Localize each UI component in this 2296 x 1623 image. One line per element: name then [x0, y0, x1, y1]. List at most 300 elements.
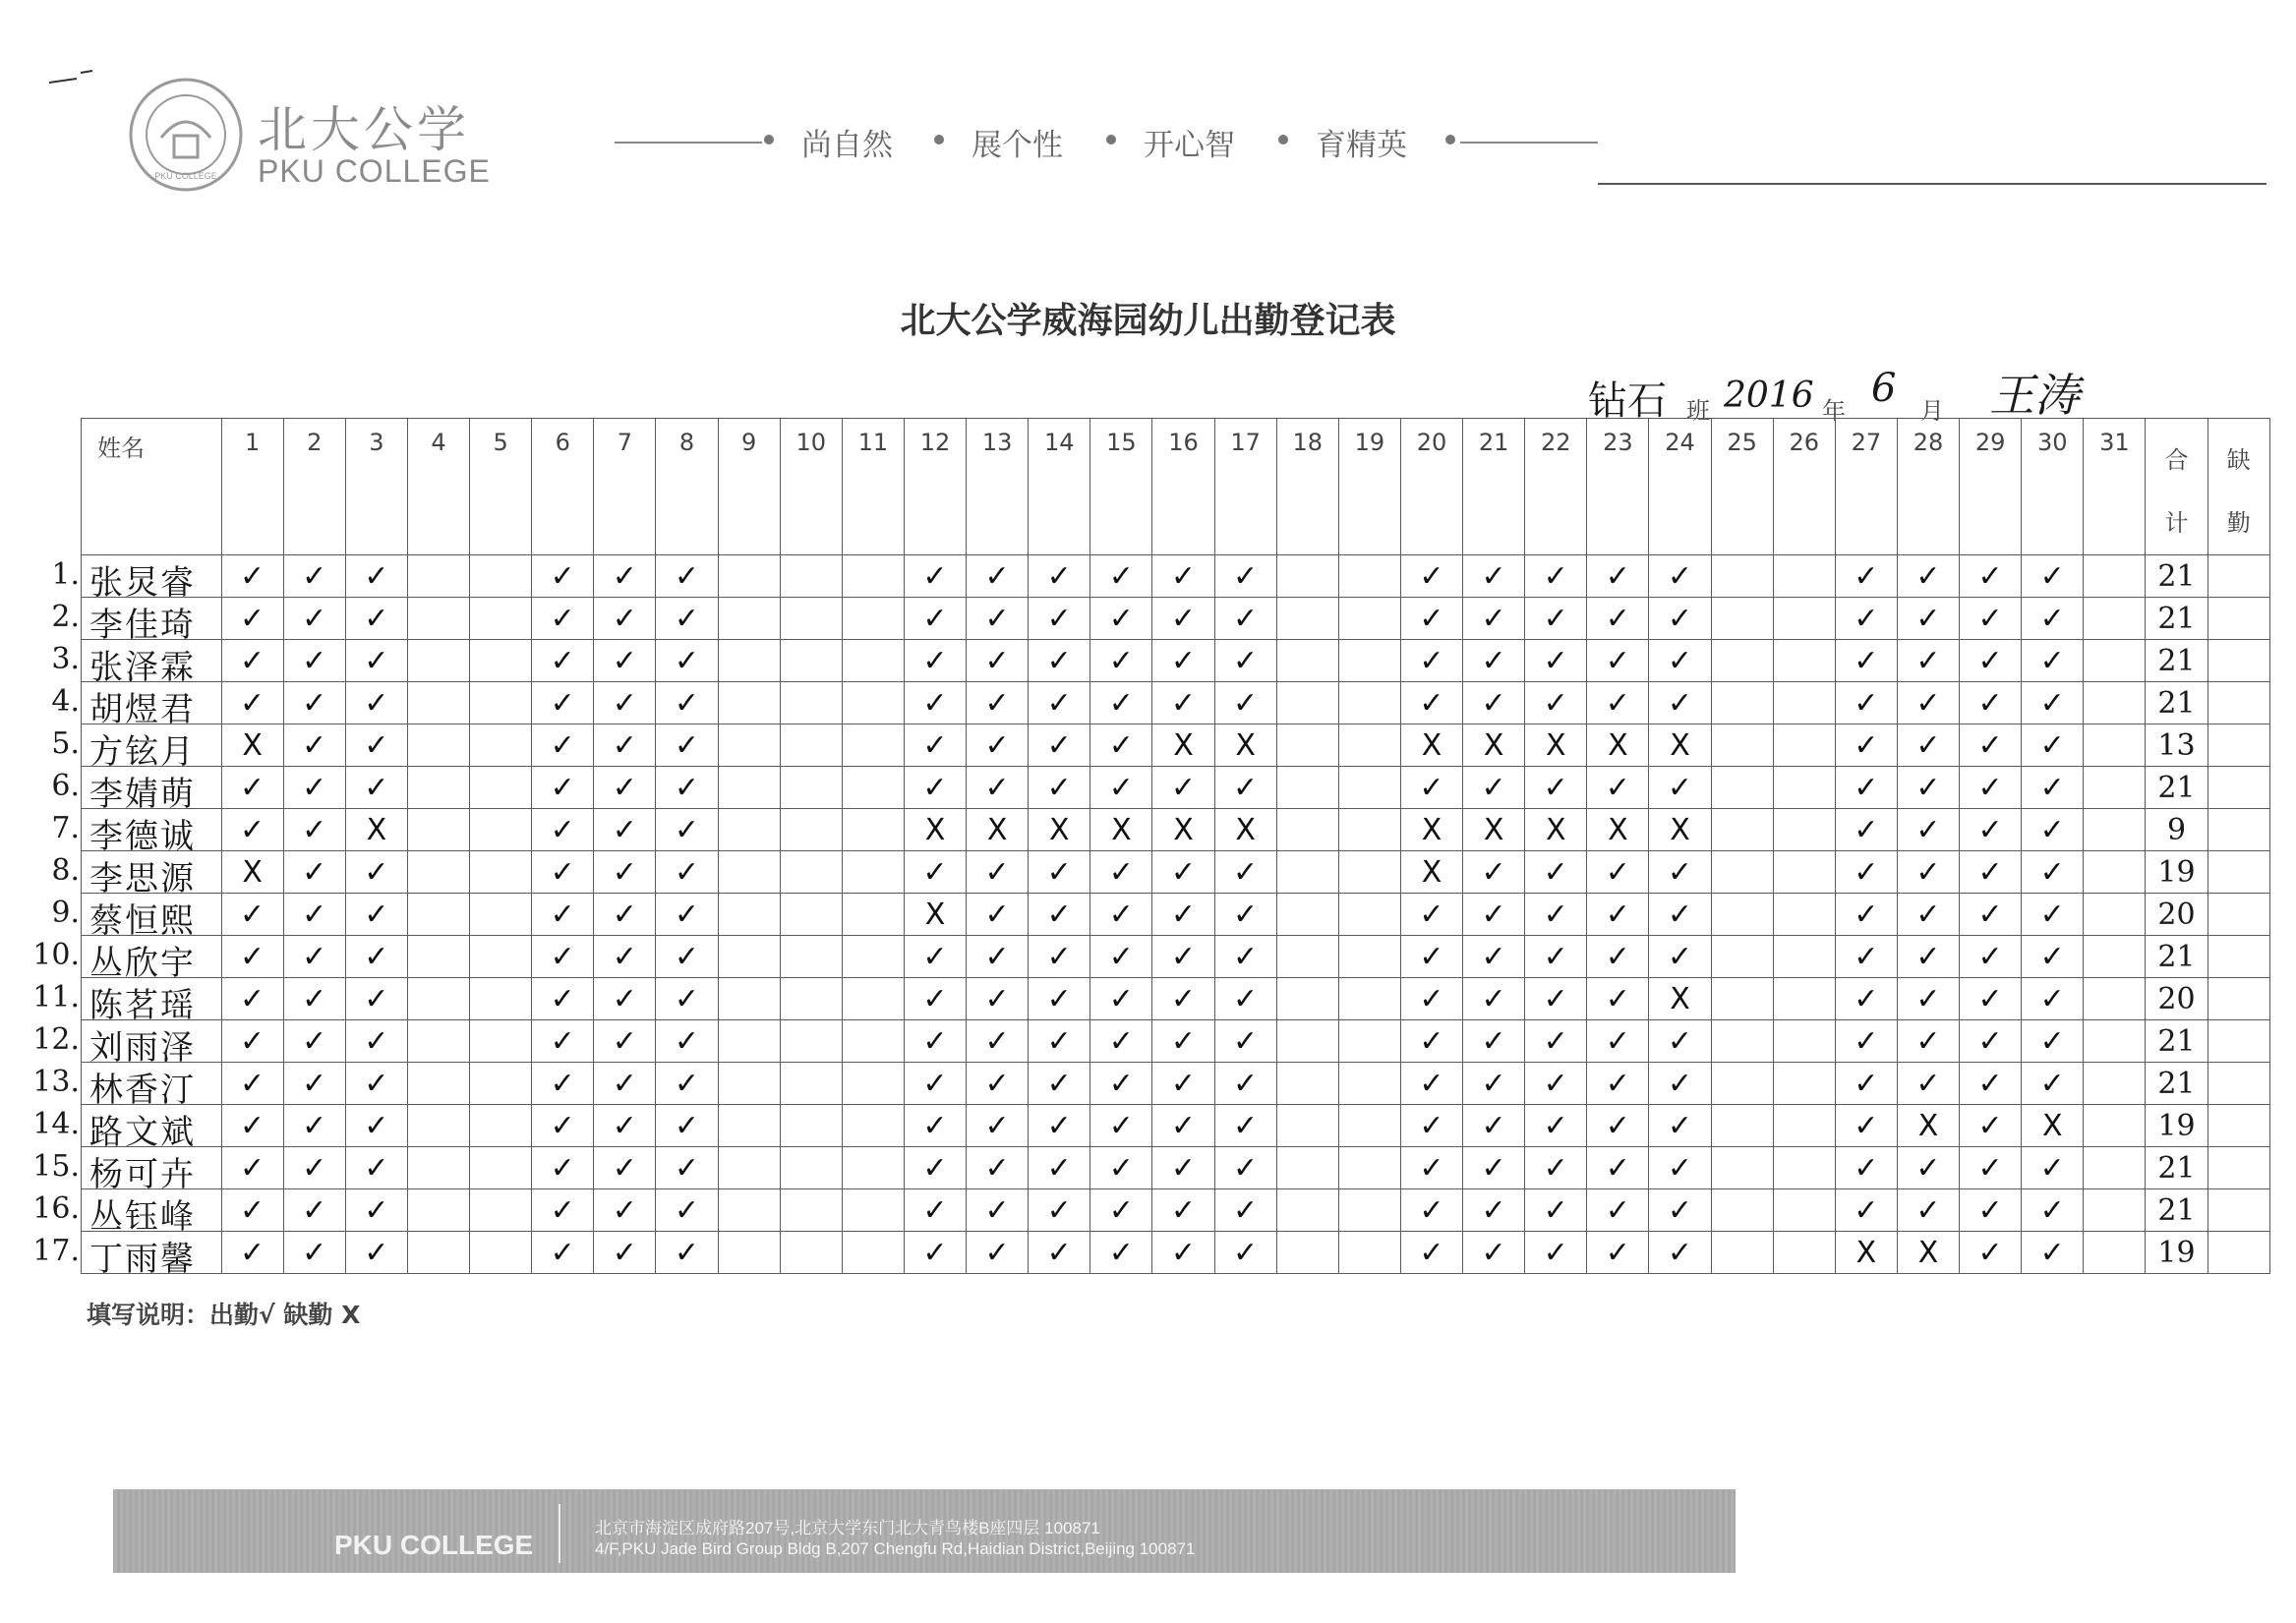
present-mark: ✓ [532, 894, 594, 936]
day-header: 7 [594, 419, 656, 555]
empty-day-cell [842, 1020, 904, 1063]
present-mark: ✓ [967, 640, 1029, 682]
empty-day-cell [470, 1189, 532, 1232]
present-mark: ✓ [2022, 682, 2084, 725]
present-mark: ✓ [656, 1020, 718, 1063]
present-mark: ✓ [1835, 555, 1897, 598]
empty-day-cell [780, 978, 842, 1020]
present-mark: ✓ [1649, 1189, 1711, 1232]
student-name: 胡煜君 [89, 690, 196, 729]
present-mark: ✓ [221, 767, 283, 809]
present-mark: ✓ [221, 1020, 283, 1063]
empty-day-cell [1711, 1147, 1773, 1189]
present-mark: ✓ [1152, 1105, 1214, 1147]
total-cell: 13 [2146, 725, 2208, 767]
empty-day-cell [842, 598, 904, 640]
table-row [82, 1189, 2270, 1232]
present-mark: ✓ [532, 682, 594, 725]
empty-day-cell [1338, 682, 1400, 725]
table-row [82, 555, 2270, 598]
year-label: 年 [1822, 397, 1846, 425]
empty-day-cell [470, 555, 532, 598]
empty-day-cell [1338, 978, 1400, 1020]
row-number: 14. [32, 1107, 80, 1141]
present-mark: ✓ [1525, 1232, 1587, 1274]
present-mark: ✓ [594, 1147, 656, 1189]
empty-day-cell [1711, 640, 1773, 682]
empty-day-cell [780, 640, 842, 682]
present-mark: ✓ [1463, 851, 1525, 894]
empty-day-cell [1338, 851, 1400, 894]
student-name: 张炅睿 [89, 563, 196, 603]
table-row [82, 1147, 2270, 1189]
present-mark: ✓ [1835, 1063, 1897, 1105]
present-mark: ✓ [656, 851, 718, 894]
present-mark: ✓ [1897, 767, 1959, 809]
present-mark: ✓ [1090, 851, 1152, 894]
empty-day-cell [780, 1063, 842, 1105]
present-mark: ✓ [594, 555, 656, 598]
present-mark: ✓ [532, 725, 594, 767]
empty-day-cell [2084, 725, 2146, 767]
empty-day-cell [1773, 1020, 1835, 1063]
absent-header [2208, 419, 2269, 555]
table-header-row [82, 419, 2270, 555]
present-mark: ✓ [2022, 1020, 2084, 1063]
empty-day-cell [1276, 936, 1338, 978]
present-mark: ✓ [656, 1147, 718, 1189]
present-mark: ✓ [1214, 598, 1276, 640]
present-mark: ✓ [1587, 555, 1649, 598]
present-mark: ✓ [345, 725, 407, 767]
absent-count-cell [2208, 1147, 2269, 1189]
student-name-cell [51, 767, 222, 814]
empty-day-cell [1276, 1105, 1338, 1147]
day-header: 10 [780, 419, 842, 555]
present-mark: ✓ [1029, 1189, 1090, 1232]
empty-day-cell [407, 640, 469, 682]
empty-day-cell [470, 1020, 532, 1063]
day-header: 4 [407, 419, 469, 555]
empty-day-cell [1276, 1147, 1338, 1189]
absent-mark: X [1835, 1232, 1897, 1274]
empty-day-cell [407, 725, 469, 767]
empty-day-cell [842, 851, 904, 894]
empty-day-cell [1338, 1020, 1400, 1063]
present-mark: ✓ [1152, 1063, 1214, 1105]
present-mark: ✓ [1400, 1232, 1462, 1274]
empty-day-cell [718, 555, 780, 598]
present-mark: ✓ [594, 1020, 656, 1063]
slogan-4: 育精英 [1316, 128, 1407, 163]
total-header-char: 合 [2164, 446, 2189, 474]
present-mark: ✓ [345, 1020, 407, 1063]
present-mark: ✓ [594, 1189, 656, 1232]
present-mark: ✓ [1090, 767, 1152, 809]
present-mark: ✓ [345, 598, 407, 640]
present-mark: ✓ [1587, 1189, 1649, 1232]
brand-name-en: PKU COLLEGE [258, 153, 491, 189]
present-mark: ✓ [967, 598, 1029, 640]
empty-day-cell [470, 978, 532, 1020]
present-mark: ✓ [1835, 725, 1897, 767]
present-mark: ✓ [656, 598, 718, 640]
student-name: 蔡恒熙 [89, 901, 196, 941]
present-mark: ✓ [656, 936, 718, 978]
present-mark: ✓ [904, 1020, 966, 1063]
present-mark: ✓ [1029, 767, 1090, 809]
present-mark: ✓ [283, 1063, 345, 1105]
present-mark: ✓ [1649, 1063, 1711, 1105]
absent-count-cell [2208, 1020, 2269, 1063]
day-header: 2 [283, 419, 345, 555]
present-mark: ✓ [594, 598, 656, 640]
day-header: 22 [1525, 419, 1587, 555]
empty-day-cell [2084, 640, 2146, 682]
present-mark: ✓ [1587, 682, 1649, 725]
row-number: 9. [51, 896, 80, 930]
row-number: 17. [32, 1234, 80, 1268]
empty-day-cell [718, 894, 780, 936]
student-name-cell [51, 598, 222, 645]
empty-day-cell [407, 936, 469, 978]
row-number: 12. [32, 1022, 80, 1057]
day-header: 13 [967, 419, 1029, 555]
empty-day-cell [780, 851, 842, 894]
empty-day-cell [407, 1105, 469, 1147]
empty-day-cell [718, 640, 780, 682]
absent-mark: X [1649, 725, 1711, 767]
absent-count-cell [2208, 809, 2269, 851]
present-mark: ✓ [1400, 978, 1462, 1020]
present-mark: ✓ [221, 1232, 283, 1274]
total-cell: 21 [2146, 1147, 2208, 1189]
present-mark: ✓ [1649, 640, 1711, 682]
day-header: 12 [904, 419, 966, 555]
present-mark: ✓ [1897, 1020, 1959, 1063]
student-name-cell [51, 851, 222, 898]
absent-count-cell [2208, 555, 2269, 598]
present-mark: ✓ [345, 767, 407, 809]
present-mark: ✓ [1090, 1020, 1152, 1063]
table-row [82, 682, 2270, 725]
empty-day-cell [780, 1189, 842, 1232]
present-mark: ✓ [1525, 1020, 1587, 1063]
absent-mark: X [1090, 809, 1152, 851]
student-name: 路文斌 [89, 1113, 196, 1152]
empty-day-cell [718, 1105, 780, 1147]
empty-day-cell [1711, 1020, 1773, 1063]
table-row [82, 1020, 2270, 1063]
present-mark: ✓ [1463, 936, 1525, 978]
empty-day-cell [470, 682, 532, 725]
absent-mark: X [345, 809, 407, 851]
empty-day-cell [780, 894, 842, 936]
absent-count-cell [2208, 894, 2269, 936]
day-header: 31 [2084, 419, 2146, 555]
present-mark: ✓ [1029, 682, 1090, 725]
present-mark: ✓ [1960, 555, 2022, 598]
day-header: 11 [842, 419, 904, 555]
empty-day-cell [1276, 1063, 1338, 1105]
present-mark: ✓ [1897, 978, 1959, 1020]
present-mark: ✓ [1835, 640, 1897, 682]
present-mark: ✓ [1960, 1189, 2022, 1232]
present-mark: ✓ [1587, 851, 1649, 894]
student-name: 刘雨泽 [89, 1028, 196, 1068]
table-row [82, 1063, 2270, 1105]
row-number: 4. [51, 684, 80, 719]
empty-day-cell [470, 1232, 532, 1274]
absent-mark: X [1029, 809, 1090, 851]
present-mark: ✓ [1400, 682, 1462, 725]
present-mark: ✓ [904, 851, 966, 894]
empty-day-cell [1338, 767, 1400, 809]
present-mark: ✓ [1463, 1105, 1525, 1147]
present-mark: ✓ [967, 894, 1029, 936]
student-name-cell [51, 682, 222, 729]
present-mark: ✓ [594, 978, 656, 1020]
empty-day-cell [1711, 1232, 1773, 1274]
present-mark: ✓ [1649, 555, 1711, 598]
student-name: 张泽霖 [89, 648, 196, 687]
empty-day-cell [718, 809, 780, 851]
present-mark: ✓ [656, 1232, 718, 1274]
table-row [82, 978, 2270, 1020]
empty-day-cell [1773, 1063, 1835, 1105]
present-mark: ✓ [1835, 851, 1897, 894]
absent-header-char: 勤 [2226, 509, 2251, 537]
present-mark: ✓ [904, 682, 966, 725]
present-mark: ✓ [1029, 555, 1090, 598]
present-mark: ✓ [1463, 1232, 1525, 1274]
present-mark: ✓ [1090, 936, 1152, 978]
day-header: 14 [1029, 419, 1090, 555]
empty-day-cell [407, 894, 469, 936]
present-mark: ✓ [2022, 555, 2084, 598]
empty-day-cell [407, 598, 469, 640]
present-mark: ✓ [345, 682, 407, 725]
present-mark: ✓ [1463, 894, 1525, 936]
empty-day-cell [1711, 851, 1773, 894]
present-mark: ✓ [967, 978, 1029, 1020]
present-mark: ✓ [967, 936, 1029, 978]
empty-day-cell [842, 894, 904, 936]
student-name: 方铉月 [89, 732, 196, 772]
student-name-cell [32, 1232, 222, 1279]
absent-mark: X [1463, 725, 1525, 767]
row-number: 15. [32, 1149, 80, 1184]
present-mark: ✓ [1152, 682, 1214, 725]
present-mark: ✓ [1214, 1063, 1276, 1105]
student-name-cell [32, 1147, 222, 1194]
empty-day-cell [842, 1063, 904, 1105]
absent-count-cell [2208, 851, 2269, 894]
present-mark: ✓ [1029, 1063, 1090, 1105]
present-mark: ✓ [283, 1232, 345, 1274]
present-mark: ✓ [345, 1189, 407, 1232]
empty-day-cell [1773, 851, 1835, 894]
empty-day-cell [2084, 682, 2146, 725]
empty-day-cell [2084, 894, 2146, 936]
present-mark: ✓ [1587, 1147, 1649, 1189]
present-mark: ✓ [283, 725, 345, 767]
empty-day-cell [1711, 894, 1773, 936]
class-name: 钻石 [1588, 378, 1667, 424]
present-mark: ✓ [594, 1105, 656, 1147]
present-mark: ✓ [1400, 1063, 1462, 1105]
empty-day-cell [718, 978, 780, 1020]
empty-day-cell [1338, 1189, 1400, 1232]
attendance-table [32, 418, 2270, 1291]
present-mark: ✓ [532, 809, 594, 851]
present-mark: ✓ [221, 1063, 283, 1105]
present-mark: ✓ [1587, 598, 1649, 640]
empty-day-cell [780, 1147, 842, 1189]
present-mark: ✓ [532, 1105, 594, 1147]
student-name: 丛欣宇 [89, 944, 196, 983]
empty-day-cell [842, 1105, 904, 1147]
empty-day-cell [407, 1063, 469, 1105]
day-header: 9 [718, 419, 780, 555]
empty-day-cell [470, 809, 532, 851]
student-name-cell [51, 555, 222, 603]
day-header: 6 [532, 419, 594, 555]
present-mark: ✓ [1463, 1189, 1525, 1232]
absent-mark: X [1214, 809, 1276, 851]
present-mark: ✓ [1587, 767, 1649, 809]
student-name-cell [32, 1020, 222, 1068]
empty-day-cell [1711, 1189, 1773, 1232]
slogan-bar [615, 120, 1598, 163]
present-mark: ✓ [1152, 1189, 1214, 1232]
slogan-2: 展个性 [971, 128, 1063, 163]
present-mark: ✓ [1525, 682, 1587, 725]
present-mark: ✓ [2022, 851, 2084, 894]
present-mark: ✓ [1897, 851, 1959, 894]
empty-day-cell [1276, 598, 1338, 640]
student-name: 陈茗瑶 [89, 986, 196, 1025]
table-row [82, 767, 2270, 809]
present-mark: ✓ [1214, 1232, 1276, 1274]
day-header: 18 [1276, 419, 1338, 555]
present-mark: ✓ [1463, 1020, 1525, 1063]
empty-day-cell [1276, 851, 1338, 894]
present-mark: ✓ [345, 1147, 407, 1189]
absent-count-cell [2208, 682, 2269, 725]
present-mark: ✓ [1152, 851, 1214, 894]
empty-day-cell [1276, 725, 1338, 767]
empty-day-cell [842, 725, 904, 767]
present-mark: ✓ [221, 555, 283, 598]
empty-day-cell [407, 682, 469, 725]
empty-day-cell [470, 725, 532, 767]
brand-name-cn: 北大公学 [258, 101, 470, 158]
empty-day-cell [842, 978, 904, 1020]
present-mark: ✓ [967, 1063, 1029, 1105]
day-header: 17 [1214, 419, 1276, 555]
empty-day-cell [780, 555, 842, 598]
present-mark: ✓ [1400, 894, 1462, 936]
row-number: 8. [51, 853, 80, 888]
present-mark: ✓ [904, 1105, 966, 1147]
name-column-header: 姓名 [82, 419, 222, 555]
empty-day-cell [470, 851, 532, 894]
absent-mark: X [1463, 809, 1525, 851]
present-mark: ✓ [904, 978, 966, 1020]
empty-day-cell [1773, 1147, 1835, 1189]
empty-day-cell [842, 1147, 904, 1189]
present-mark: ✓ [1090, 1232, 1152, 1274]
present-mark: ✓ [1090, 1189, 1152, 1232]
present-mark: ✓ [904, 640, 966, 682]
student-name: 杨可卉 [89, 1155, 196, 1194]
footer-separator [559, 1504, 560, 1563]
empty-day-cell [2084, 598, 2146, 640]
present-mark: ✓ [1587, 894, 1649, 936]
student-name: 李婧萌 [89, 775, 196, 814]
absent-mark: X [1587, 809, 1649, 851]
absent-count-cell [2208, 1232, 2269, 1274]
empty-day-cell [1276, 894, 1338, 936]
present-mark: ✓ [1835, 1020, 1897, 1063]
present-mark: ✓ [904, 598, 966, 640]
corner-pen-mark [47, 69, 96, 88]
empty-day-cell [1773, 1189, 1835, 1232]
present-mark: ✓ [1649, 894, 1711, 936]
student-name-cell [32, 1105, 222, 1152]
present-mark: ✓ [594, 682, 656, 725]
empty-day-cell [407, 1147, 469, 1189]
present-mark: ✓ [1152, 936, 1214, 978]
empty-day-cell [1773, 1105, 1835, 1147]
absent-mark: X [221, 851, 283, 894]
present-mark: ✓ [1400, 1105, 1462, 1147]
present-mark: ✓ [532, 767, 594, 809]
present-mark: ✓ [967, 1105, 1029, 1147]
empty-day-cell [2084, 1147, 2146, 1189]
student-name: 丁雨馨 [89, 1240, 196, 1279]
present-mark: ✓ [967, 851, 1029, 894]
present-mark: ✓ [1835, 978, 1897, 1020]
total-header-char: 计 [2164, 509, 2189, 537]
total-cell: 9 [2146, 809, 2208, 851]
empty-day-cell [718, 725, 780, 767]
empty-day-cell [780, 1232, 842, 1274]
empty-day-cell [1773, 767, 1835, 809]
present-mark: ✓ [283, 1147, 345, 1189]
footer-address-en: 4/F,PKU Jade Bird Group Bldg B,207 Chengfu Rd,Haidian District,Beijing 100871 [595, 1539, 1196, 1558]
present-mark: ✓ [1649, 1105, 1711, 1147]
present-mark: ✓ [532, 1189, 594, 1232]
empty-day-cell [718, 851, 780, 894]
slogan-3: 开心智 [1144, 128, 1235, 163]
present-mark: ✓ [2022, 936, 2084, 978]
absent-count-cell [2208, 725, 2269, 767]
present-mark: ✓ [2022, 978, 2084, 1020]
present-mark: ✓ [1525, 1189, 1587, 1232]
empty-day-cell [718, 682, 780, 725]
present-mark: ✓ [656, 555, 718, 598]
present-mark: ✓ [1960, 682, 2022, 725]
present-mark: ✓ [1649, 1020, 1711, 1063]
student-name: 李德诚 [89, 817, 196, 856]
present-mark: ✓ [656, 1063, 718, 1105]
seal-caption: PKU COLLEGE [154, 171, 217, 181]
absent-count-cell [2208, 1189, 2269, 1232]
present-mark: ✓ [1029, 936, 1090, 978]
absent-mark: X [1400, 725, 1462, 767]
